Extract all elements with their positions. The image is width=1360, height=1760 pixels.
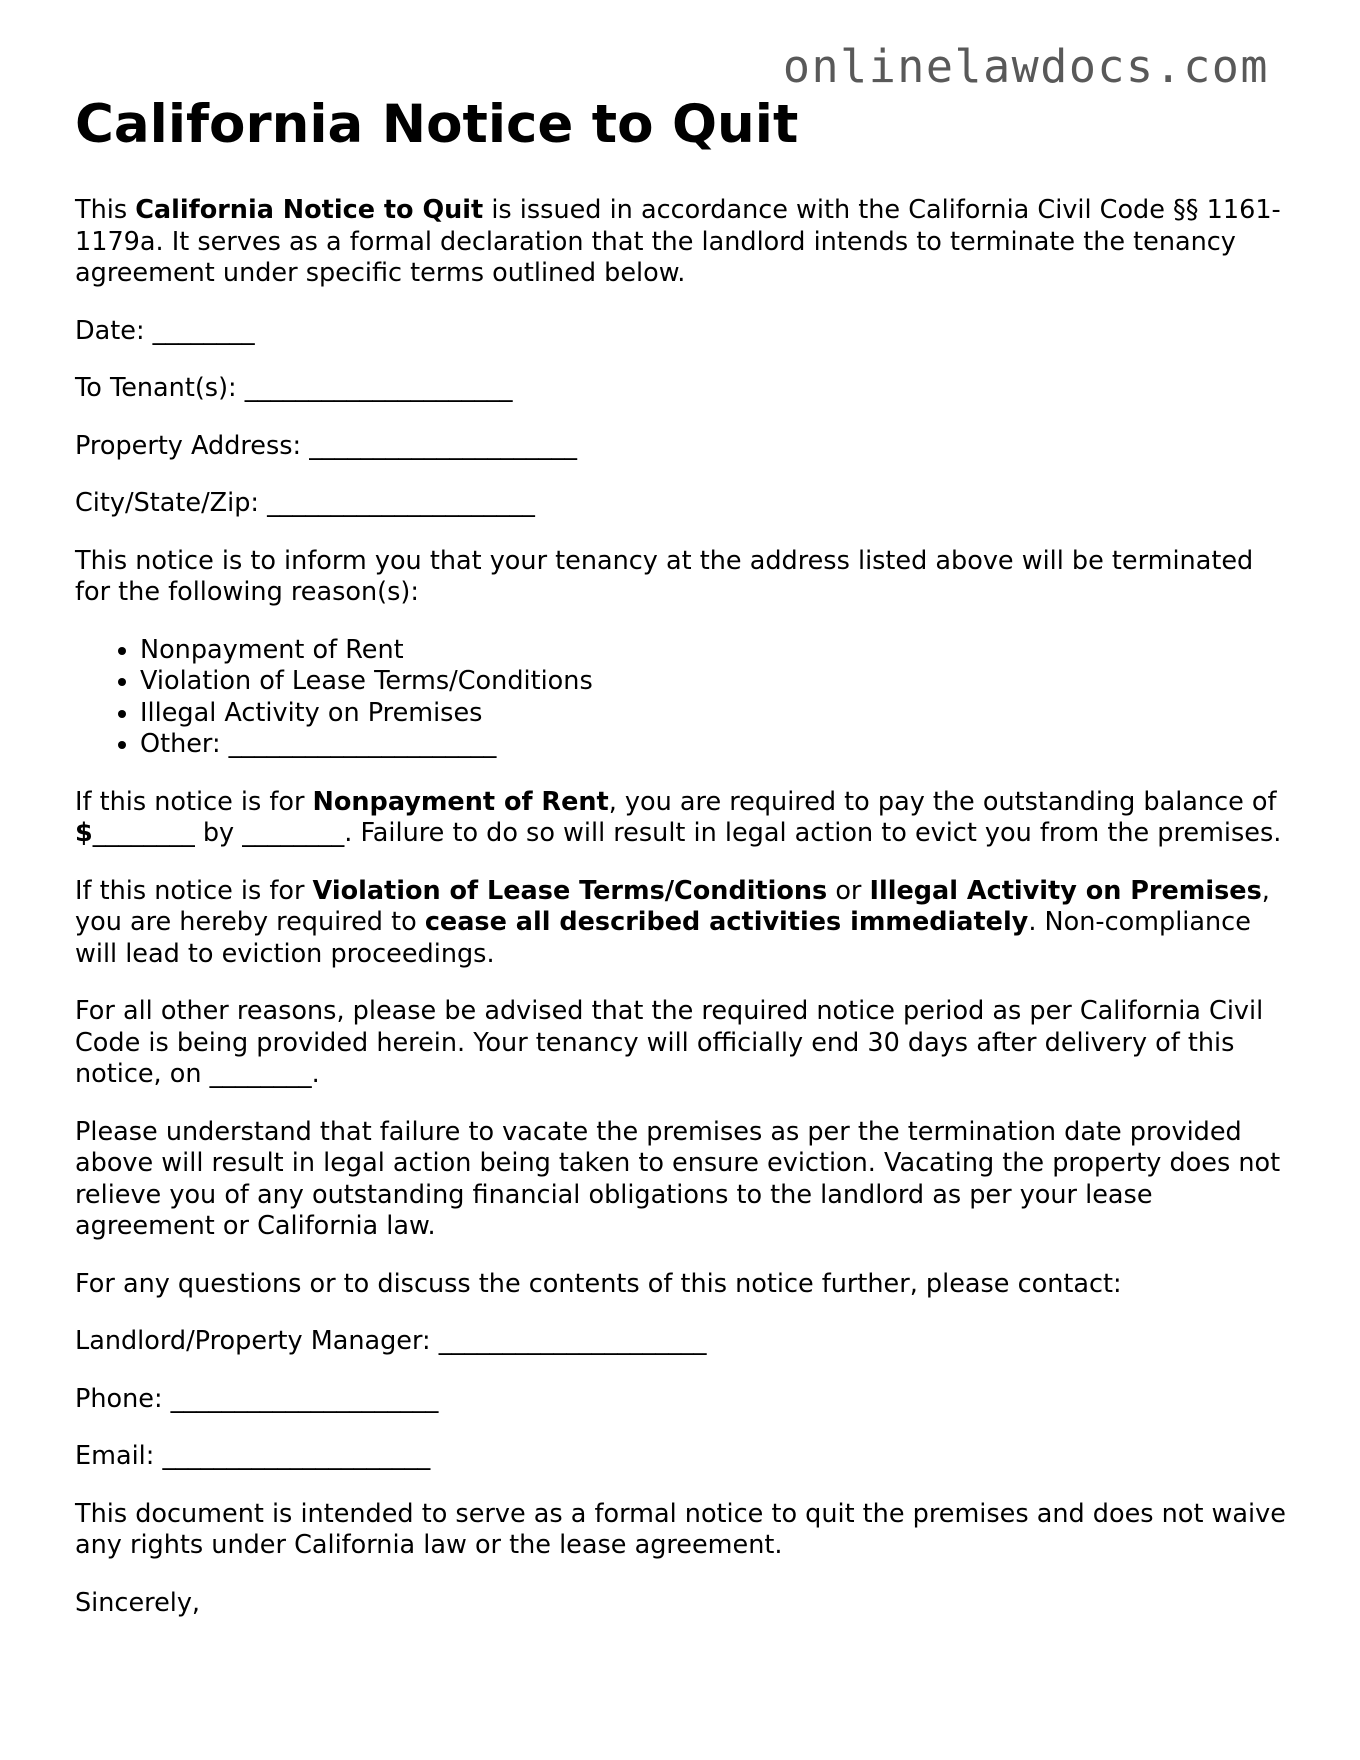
nonpayment-bold: Nonpayment of Rent [312, 786, 609, 817]
phone-field: Phone: _____________________ [75, 1383, 439, 1414]
date-field: Date: ________ [75, 315, 255, 346]
understand-paragraph: Please understand that failure to vacate the premises as per the termination date provided above will result in legal action being taken to ensure eviction. Vacating the property does not relieve you of any outstanding financial obligations to the landlord as per your lease agreement or California law. [75, 1116, 1281, 1241]
reasons-list [75, 635, 1290, 761]
list-item: • Violation of Lease Terms/Conditions [140, 666, 1290, 698]
intro-text: This [75, 195, 136, 225]
inform-paragraph: This notice is to inform you that your tenancy at the address listed above will be terminated for the following reason(s): [75, 545, 1254, 607]
intro-paragraph [75, 195, 1290, 290]
dollar-sign: $ [75, 818, 93, 848]
document-body [75, 195, 1290, 1645]
illegal-activity-bold: Illegal Activity on Premises [869, 875, 1262, 906]
intro-text-rest: is issued in accordance with the California Civil Code §§ 1161-1179a. It serves as a formal declaration that the landlord intends to terminate the tenancy agreement under specific terms outlined below. [75, 195, 1281, 288]
nonpayment-text: ________ by ________. Failure to do so will result in legal action to evict you from the premises. [92, 818, 1282, 848]
closing-text: Sincerely, [75, 1587, 201, 1618]
email-field: Email: _____________________ [75, 1441, 431, 1471]
property-address-field: Property Address: _____________________ [75, 430, 578, 461]
tenants-field: To Tenant(s): _____________________ [75, 373, 513, 403]
manager-field: Landlord/Property Manager: _____________________ [75, 1326, 707, 1356]
list-item: • Other: _____________________ [140, 729, 1290, 761]
violation-text: or [827, 875, 870, 906]
violation-paragraph [75, 876, 1290, 971]
cease-activities-bold: cease all described activities immediately [424, 907, 1029, 937]
intro-bold: California Notice to Quit [135, 195, 484, 225]
document-title: California Notice to Quit [75, 94, 799, 155]
violation-text: , you are hereby required to [75, 875, 1270, 937]
violation-text: If this notice is for [75, 875, 313, 906]
other-reasons-paragraph: For all other reasons, please be advised that the required notice period as per California Civil Code is being provided herein. Your tenancy will officially end 30 days after delivery of this notice, on ________. [75, 996, 1264, 1089]
contact-intro: For any questions or to discuss the contents of this notice further, please contact: [75, 1268, 1122, 1299]
nonpayment-paragraph [75, 787, 1290, 850]
disclaimer-paragraph: This document is intended to serve as a formal notice to quit the premises and does not waive any rights under California law or the lease agreement. [75, 1498, 1286, 1560]
list-item: • Illegal Activity on Premises [140, 698, 1290, 730]
list-item: • Nonpayment of Rent [140, 635, 1290, 667]
city-state-zip-field: City/State/Zip: _____________________ [75, 488, 535, 518]
watermark-text: onlinelawdocs.com [782, 40, 1269, 93]
nonpayment-text: , you are required to pay the outstanding balance of [608, 786, 1277, 817]
violation-text: . Non-compliance will lead to eviction proceedings. [75, 907, 1251, 969]
nonpayment-text: If this notice is for [75, 786, 313, 817]
violation-bold: Violation of Lease Terms/Conditions [312, 875, 828, 906]
